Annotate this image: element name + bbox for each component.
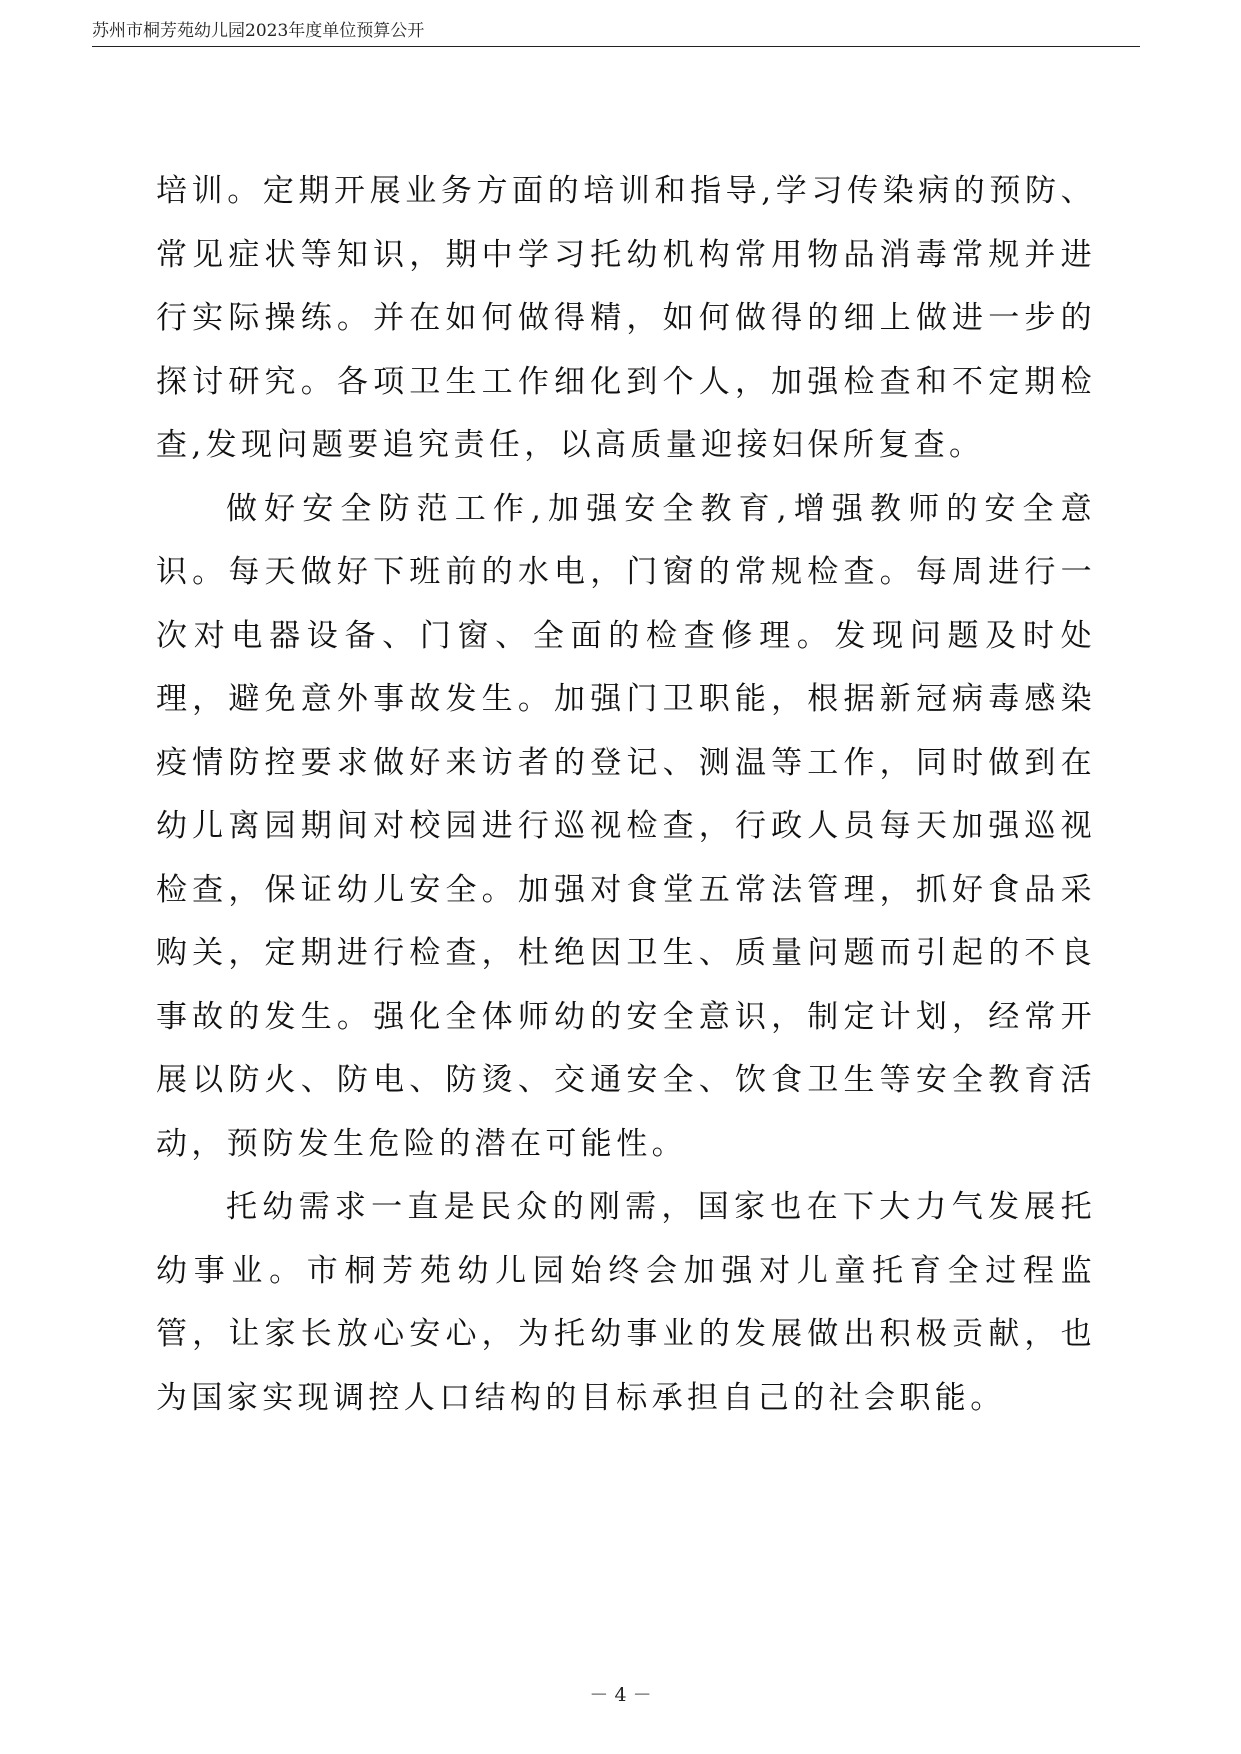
- document-body: [156, 160, 1096, 1430]
- paragraph-safety: 做好安全防范工作,加强安全教育,增强教师的安全意识。每天做好下班前的水电，门窗的常规检查。每周进行一次对电器设备、门窗、全面的检查修理。发现问题及时处理，避免意外事故发生。加强门卫职能，根据新冠病毒感染疫情防控要求做好来访者的登记、测温等工作，同时做到在幼儿离园期间对校园进行巡视检查，行政人员每天加强巡视检查，保证幼儿安全。加强对食堂五常法管理，抓好食品采购关，定期进行检查，杜绝因卫生、质量问题而引起的不良事故的发生。强化全体师幼的安全意识，制定计划，经常开展以防火、防电、防烫、交通安全、饮食卫生等安全教育活动，预防发生危险的潜在可能性。: [156, 490, 1096, 1162]
- page-header: [92, 18, 1140, 47]
- paragraph-childcare: 托幼需求一直是民众的刚需，国家也在下大力气发展托幼事业。市桐芳苑幼儿园始终会加强对儿童托育全过程监管，让家长放心安心，为托幼事业的发展做出积极贡献，也为国家实现调控人口结构的目标承担自己的社会职能。: [156, 1189, 1096, 1416]
- header-title: 苏州市桐芳苑幼儿园2023年度单位预算公开: [92, 21, 425, 41]
- paragraph-training: 培训。定期开展业务方面的培训和指导,学习传染病的预防、常见症状等知识，期中学习托幼机构常用物品消毒常规并进行实际操练。并在如何做得精，如何做得的细上做进一步的探讨研究。各项卫生工作细化到个人，加强检查和不定期检查,发现问题要追究责任，以高质量迎接妇保所复查。: [156, 173, 1096, 463]
- page-number: － 4 －: [589, 1684, 652, 1706]
